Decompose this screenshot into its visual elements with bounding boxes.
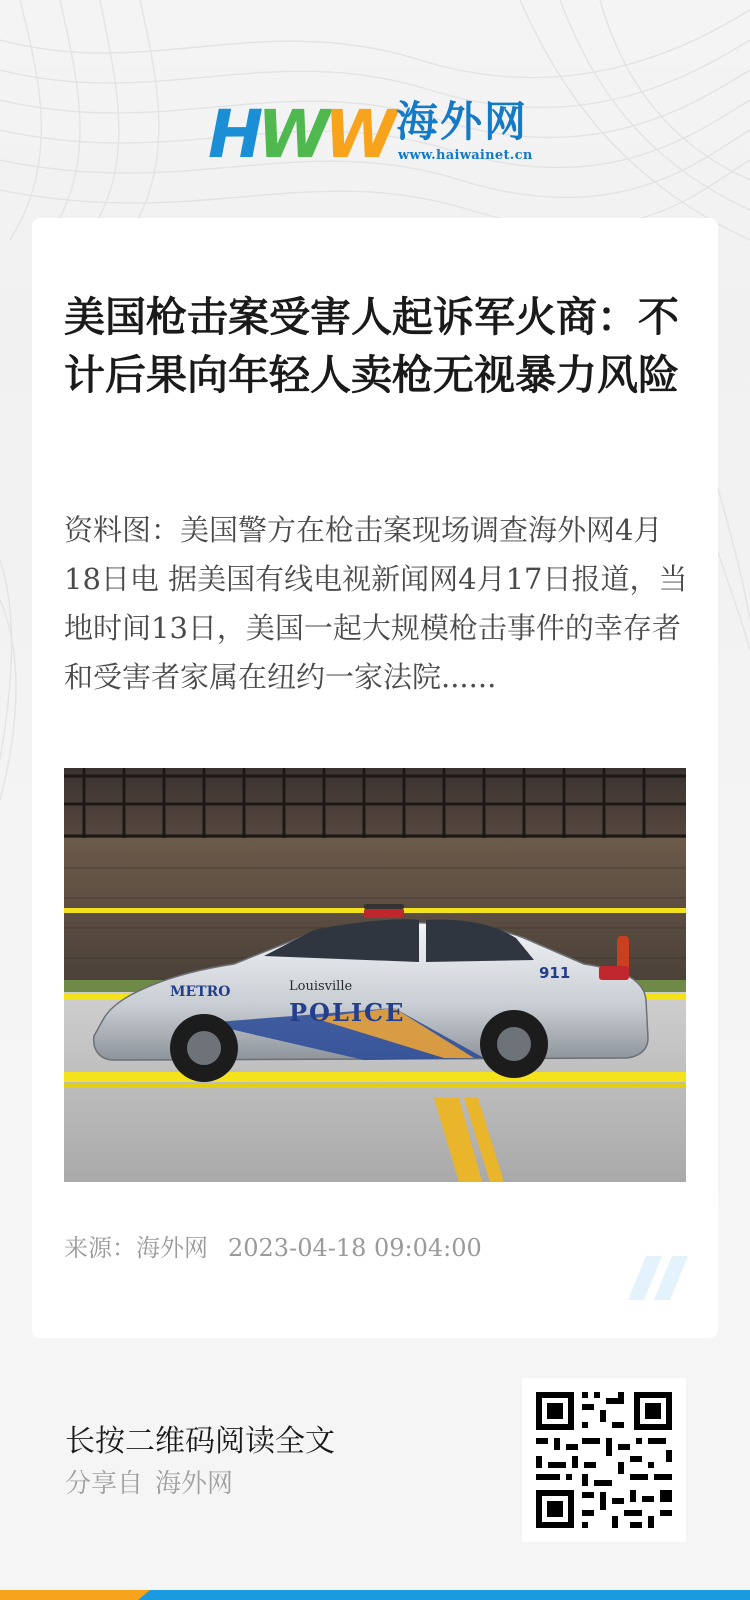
share-prefix: 分享自 (65, 1469, 144, 1499)
car-word-text: POLICE (289, 998, 406, 1027)
article-title: 美国枪击案受害人起诉军火商：不计后果向年轻人卖枪无视暴力风险 (64, 293, 679, 399)
logo-letter-w2: W (324, 96, 391, 173)
article-summary: 资料图：美国警方在枪击案现场调查海外网4月18日电 据美国有线电视新闻网4月17日报道，当地时间13日，美国一起大规模枪击事件的幸存者和受害者家属在纽约一家法院...... (64, 513, 688, 694)
share-footer (0, 1338, 750, 1590)
haiwainet-logo (208, 96, 548, 173)
qr-code-graphic (522, 1378, 686, 1542)
qr-code-icon[interactable] (522, 1378, 686, 1542)
logo-letters (208, 96, 391, 173)
car-emergency-text: 911 (539, 964, 571, 982)
quote-slash-icon (628, 1256, 688, 1300)
article-meta (64, 1232, 482, 1264)
read-full-prompt: 长按二维码阅读全文 (65, 1424, 335, 1459)
car-brand-text: METRO (170, 984, 231, 1000)
car-city-text: Louisville (289, 979, 353, 994)
share-source-name: 海外网 (155, 1469, 234, 1499)
article-card[interactable] (32, 218, 718, 1338)
bottom-accent-bar-orange (0, 1590, 150, 1600)
logo-url: www.haiwainet.cn (398, 148, 533, 163)
logo-letter-w1: W (257, 96, 325, 173)
source-label: 来源：海外网 (64, 1234, 208, 1262)
article-photo (64, 768, 686, 1182)
police-car-photo (64, 768, 686, 1182)
logo-letter-h: H (208, 96, 258, 173)
share-from (65, 1466, 233, 1502)
logo-name-cn: 海外网 (396, 97, 529, 146)
publish-datetime: 2023-04-18 09:04:00 (228, 1234, 482, 1262)
